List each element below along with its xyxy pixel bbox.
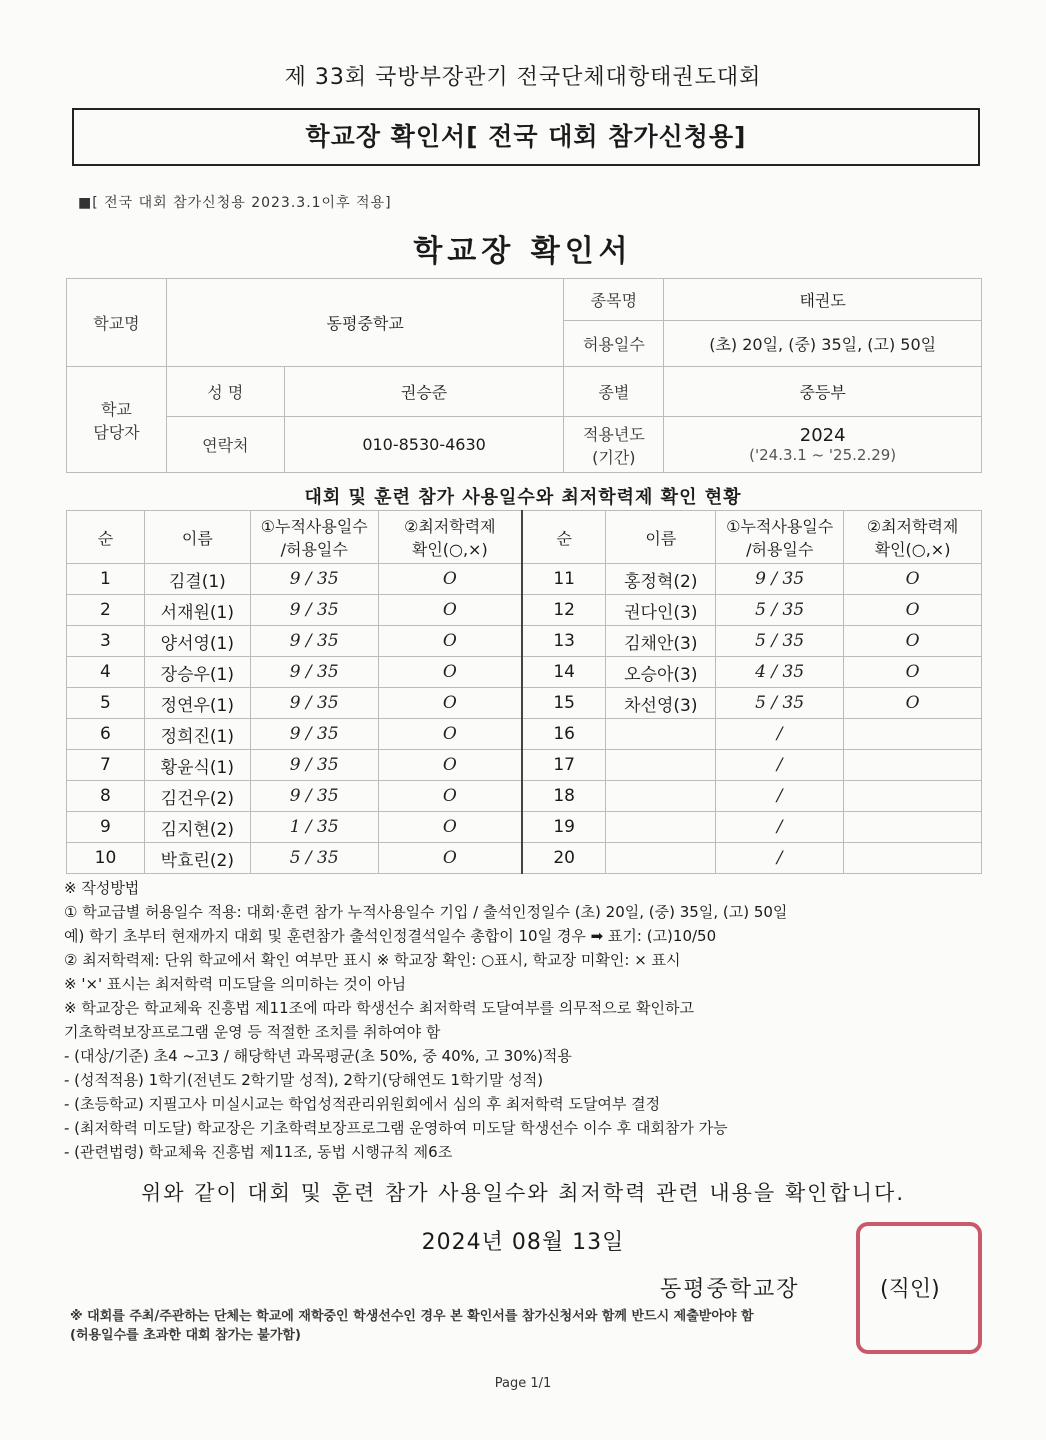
- row-check: O: [844, 626, 982, 657]
- row-name: [606, 781, 716, 812]
- footer-note: [70, 1307, 754, 1345]
- row-days: 9 / 35: [716, 564, 844, 595]
- note-line: - (대상/기준) 초4 ~고3 / 해당학년 과목평균(초 50%, 중 40%, 고 30%)적용: [64, 1047, 572, 1065]
- row-name: 김결(1): [144, 564, 250, 595]
- row-name: [606, 719, 716, 750]
- header-academic-right-line2: 확인(○,×): [874, 540, 951, 559]
- row-days: 5 / 35: [250, 843, 378, 874]
- table-row: [67, 688, 982, 719]
- row-name: 차선영(3): [606, 688, 716, 719]
- row-no: 16: [522, 719, 606, 750]
- header-days-line1: ①누적사용일수: [260, 517, 368, 536]
- row-check: O: [378, 595, 522, 626]
- year-label-line1: 적용년도: [582, 424, 645, 444]
- note-line: - (최저학력 미도달) 학교장은 기초학력보장프로그램 운영하여 미도달 학생선수 이수 후 대회참가 가능: [64, 1119, 728, 1137]
- row-no: 9: [67, 812, 145, 843]
- row-check: O: [844, 564, 982, 595]
- header-name-right: 이름: [606, 511, 716, 564]
- roster-table: [66, 510, 982, 874]
- row-no: 15: [522, 688, 606, 719]
- row-no: 5: [67, 688, 145, 719]
- table-row: [67, 657, 982, 688]
- row-check: O: [378, 657, 522, 688]
- row-name: 홍정혁(2): [606, 564, 716, 595]
- note-line: - (초등학교) 지필고사 미실시교는 학업성적관리위원회에서 심의 후 최저학력 도달여부 결정: [64, 1095, 661, 1113]
- header-days-line2: /허용일수: [280, 540, 348, 559]
- table-row: [67, 843, 982, 874]
- row-days: 5 / 35: [716, 626, 844, 657]
- row-name: 김지현(2): [144, 812, 250, 843]
- school-label: 학교명: [67, 279, 167, 367]
- row-no: 20: [522, 843, 606, 874]
- row-no: 3: [67, 626, 145, 657]
- name-value: 권승준: [284, 367, 564, 417]
- form-note: ■[ 전국 대회 참가신청용 2023.3.1이후 적용]: [78, 195, 392, 211]
- row-no: 19: [522, 812, 606, 843]
- row-check: O: [378, 781, 522, 812]
- row-days: /: [716, 843, 844, 874]
- row-no: 8: [67, 781, 145, 812]
- row-days: 9 / 35: [250, 688, 378, 719]
- row-no: 17: [522, 750, 606, 781]
- header-no: 순: [67, 511, 145, 564]
- row-no: 10: [67, 843, 145, 874]
- row-check: O: [378, 719, 522, 750]
- info-table: [66, 278, 982, 473]
- table-row: [67, 812, 982, 843]
- header-days: [250, 511, 378, 564]
- note-line: ※ '×' 표시는 최저학력 미도달을 의미하는 것이 아님: [64, 975, 407, 993]
- division-value: 중등부: [664, 367, 982, 417]
- confirm-statement: 위와 같이 대회 및 훈련 참가 사용일수와 최저학력 관련 내용을 확인합니다.: [140, 1181, 905, 1205]
- seal-label: (직인): [880, 1277, 940, 1302]
- row-check: [844, 719, 982, 750]
- note-line: ① 학교급별 허용일수 적용: 대회·훈련 참가 누적사용일수 기입 / 출석인정일수 (초) 20일, (중) 35일, (고) 50일: [64, 903, 788, 921]
- year-label-line2: (기간): [592, 447, 636, 467]
- note-line: 기초학력보장프로그램 운영 등 적절한 조치를 취하여야 함: [64, 1023, 441, 1041]
- note-line: ※ 학교장은 학교체육 진흥법 제11조에 따라 학생선수 최저학력 도달여부를 의무적으로 확인하고: [64, 999, 694, 1017]
- row-check: [844, 843, 982, 874]
- row-name: 김채안(3): [606, 626, 716, 657]
- row-check: O: [844, 688, 982, 719]
- row-check: O: [378, 688, 522, 719]
- row-days: /: [716, 781, 844, 812]
- table-row: [67, 781, 982, 812]
- table-row: [67, 564, 982, 595]
- row-check: O: [378, 564, 522, 595]
- issue-date: 2024년 08월 13일: [421, 1230, 625, 1255]
- row-days: 5 / 35: [716, 688, 844, 719]
- row-name: 박효린(2): [144, 843, 250, 874]
- row-days: 1 / 35: [250, 812, 378, 843]
- name-label: 성 명: [166, 367, 284, 417]
- row-name: 황윤식(1): [144, 750, 250, 781]
- header-name: 이름: [144, 511, 250, 564]
- row-days: 9 / 35: [250, 626, 378, 657]
- row-no: 11: [522, 564, 606, 595]
- allowed-days-value: (초) 20일, (중) 35일, (고) 50일: [664, 321, 982, 367]
- header-academic-line2: 확인(○,×): [411, 540, 488, 559]
- footer-note-line2: (허용일수를 초과한 대회 참가는 불가함): [70, 1328, 301, 1343]
- row-days: 5 / 35: [716, 595, 844, 626]
- event-label: 종목명: [564, 279, 664, 321]
- row-days: /: [716, 750, 844, 781]
- contact-label: 연락처: [166, 417, 284, 473]
- footer-note-line1: ※ 대회를 주최/주관하는 단체는 학교에 재학중인 학생선수인 경우 본 확인서를 참가신청서와 함께 반드시 제출받아야 함: [70, 1309, 754, 1324]
- note-line: - (성적적용) 1학기(전년도 2학기말 성적), 2학기(당해연도 1학기말 성적): [64, 1071, 544, 1089]
- row-name: 양서영(1): [144, 626, 250, 657]
- competition-title: 제 33회 국방부장관기 전국단체대항태권도대회: [284, 65, 762, 90]
- row-no: 4: [67, 657, 145, 688]
- year-cell: [664, 417, 982, 473]
- table-row: [67, 719, 982, 750]
- row-check: O: [378, 626, 522, 657]
- year-label: [564, 417, 664, 473]
- note-line: ② 최저학력제: 단위 학교에서 확인 여부만 표시 ※ 학교장 확인: ○표시, 학교장 미확인: × 표시: [64, 951, 681, 969]
- header-days-right: [716, 511, 844, 564]
- row-days: /: [716, 812, 844, 843]
- row-check: O: [844, 657, 982, 688]
- manager-label-line2: 담당자: [93, 422, 140, 442]
- header-days-right-line1: ①누적사용일수: [726, 517, 834, 536]
- row-no: 2: [67, 595, 145, 626]
- table-row: [67, 626, 982, 657]
- row-name: 장승우(1): [144, 657, 250, 688]
- row-days: 4 / 35: [716, 657, 844, 688]
- row-name: 서재원(1): [144, 595, 250, 626]
- division-label: 종별: [564, 367, 664, 417]
- row-no: 18: [522, 781, 606, 812]
- page-number: Page 1/1: [494, 1376, 552, 1391]
- manager-label-line1: 학교: [100, 399, 132, 419]
- row-check: O: [378, 843, 522, 874]
- row-days: 9 / 35: [250, 657, 378, 688]
- note-line: - (관련법령) 학교체육 진흥법 제11조, 동법 시행규칙 제6조: [64, 1143, 453, 1161]
- row-check: [844, 750, 982, 781]
- row-days: 9 / 35: [250, 595, 378, 626]
- row-name: [606, 812, 716, 843]
- row-days: /: [716, 719, 844, 750]
- school-name: 동평중학교: [166, 279, 564, 367]
- row-name: 오승아(3): [606, 657, 716, 688]
- header-academic-right: [844, 511, 982, 564]
- row-check: [844, 812, 982, 843]
- row-name: 정희진(1): [144, 719, 250, 750]
- row-no: 12: [522, 595, 606, 626]
- row-no: 6: [67, 719, 145, 750]
- header-days-right-line2: /허용일수: [746, 540, 814, 559]
- row-no: 13: [522, 626, 606, 657]
- banner-title: 학교장 확인서[ 전국 대회 참가신청용]: [72, 108, 980, 166]
- principal-signature: 동평중학교장: [660, 1277, 800, 1302]
- row-check: O: [378, 750, 522, 781]
- main-title: 학교장 확인서: [413, 234, 633, 269]
- row-no: 14: [522, 657, 606, 688]
- row-days: 9 / 35: [250, 750, 378, 781]
- contact-value: 010-8530-4630: [284, 417, 564, 473]
- year-period: ('24.3.1 ~ '25.2.29): [749, 446, 897, 464]
- header-academic: [378, 511, 522, 564]
- note-line: 예) 학기 초부터 현재까지 대회 및 훈련참가 출석인정결석일수 총합이 10일 경우 ➡ 표기: (고)10/50: [64, 927, 717, 945]
- row-check: O: [378, 812, 522, 843]
- allowed-days-label: 허용일수: [564, 321, 664, 367]
- header-no-right: 순: [522, 511, 606, 564]
- row-days: 9 / 35: [250, 781, 378, 812]
- row-name: 정연우(1): [144, 688, 250, 719]
- manager-label: [67, 367, 167, 473]
- row-check: [844, 781, 982, 812]
- event-value: 태권도: [664, 279, 982, 321]
- row-name: 권다인(3): [606, 595, 716, 626]
- writing-notes: [64, 876, 984, 1164]
- row-days: 9 / 35: [250, 564, 378, 595]
- table-row: [67, 595, 982, 626]
- year-value: 2024: [799, 425, 846, 446]
- table-row: [67, 750, 982, 781]
- roster-header-row: [67, 511, 982, 564]
- header-academic-right-line1: ②최저학력제: [866, 517, 959, 536]
- row-name: [606, 750, 716, 781]
- row-check: O: [844, 595, 982, 626]
- note-line: ※ 작성방법: [64, 879, 140, 897]
- row-days: 9 / 35: [250, 719, 378, 750]
- row-name: [606, 843, 716, 874]
- row-name: 김건우(2): [144, 781, 250, 812]
- header-academic-line1: ②최저학력제: [403, 517, 496, 536]
- section-title: 대회 및 훈련 참가 사용일수와 최저학력제 확인 현황: [304, 487, 742, 508]
- row-no: 1: [67, 564, 145, 595]
- row-no: 7: [67, 750, 145, 781]
